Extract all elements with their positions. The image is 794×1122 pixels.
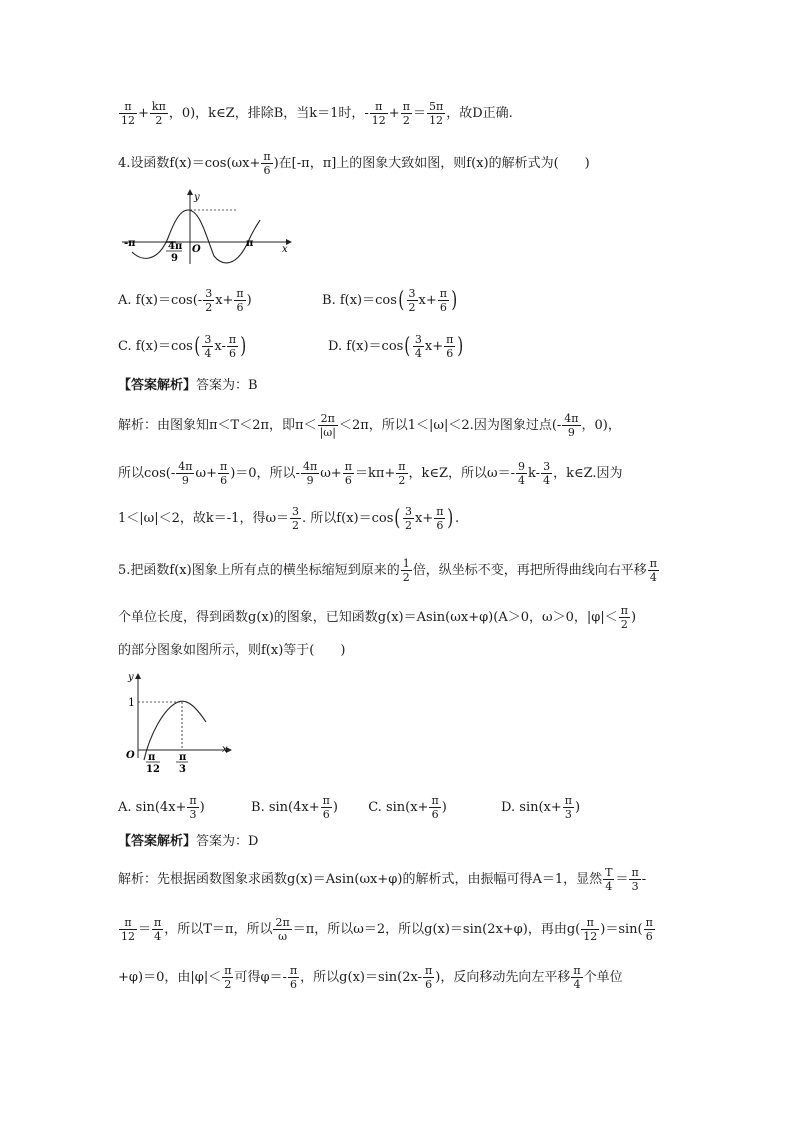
solution-continuation-line: $\frac{\pi}{12}$ + $\frac{k\pi}{2}$ ，0)，k∈Z，排除B，当k＝1时，- $\frac{\pi}{12}$ + $\frac{\pi}{2}$ ＝ $\frac{5\pi}{12}$ ，故D正确.: [121, 100, 513, 127]
tick-pi-over-12-num: π: [148, 752, 156, 763]
question-5-answer: 【答案解析】答案为：D: [118, 834, 259, 849]
option-a[interactable]: A. f(x)＝cos(- $\frac{3}{2}$ x+ $\frac{\pi}{6}$ ): [118, 287, 252, 314]
option-a[interactable]: A. sin(4x+ $\frac{\pi}{3}$ ): [118, 794, 205, 821]
tick-one: 1: [128, 696, 135, 709]
y-label: y: [194, 192, 200, 203]
fraction: $\frac{\pi}{12}$: [121, 100, 135, 127]
option-d[interactable]: D. sin(x+ $\frac{\pi}{3}$ ): [501, 794, 581, 821]
question-4-explanation-3: 1＜|ω|＜2，故k＝-1，得ω＝ $\frac{3}{2}$ . 所以f(x)＝cos( $\frac{3}{2}$ x+ $\frac{\pi}{6}$ ).: [118, 505, 460, 532]
fraction: $\frac{\pi}{2}$: [402, 100, 410, 127]
question-4-stem: 4.设函数f(x)＝cos(ωx+ $\frac{\pi}{6}$ )在[-π，π]上的图象大致如图，则f(x)的解析式为( ): [118, 150, 590, 177]
question-5-stem-2: 个单位长度，得到函数g(x)的图象，已知函数g(x)＝Asin(ωx+φ)(A＞0，ω＞0，|φ|＜ $\frac{\pi}{2}$ ): [118, 604, 637, 631]
option-b[interactable]: B. f(x)＝cos( $\frac{3}{2}$ x+ $\frac{\pi}{6}$ ): [322, 287, 458, 314]
question-5-explanation-1: 解析：先根据函数图象求函数g(x)＝Asin(ωx+φ)的解析式，由振幅可得A＝1，显然 $\frac{T}{4}$ ＝ $\frac{\pi}{3}$ -: [118, 866, 647, 893]
y-axis-arrow: [135, 673, 141, 679]
question-4-options-row-2: [118, 333, 465, 360]
fraction: $\frac{5\pi}{12}$: [428, 100, 444, 127]
x-label: x: [282, 244, 288, 255]
tick-neg-pi: -π: [124, 238, 136, 249]
question-5-stem-1: 5.把函数f(x)图象上所有点的横坐标缩短到原来的 $\frac{1}{2}$ 倍，纵坐标不变，再把所得曲线向右平移 $\frac{\pi}{4}$: [118, 557, 657, 584]
question-5-explanation-3: +φ)＝0，由|φ|＜ $\frac{\pi}{2}$ 可得φ＝- $\frac{\pi}{6}$ ，所以g(x)＝sin(2x- $\frac{\pi}{6}$ )，反向移动先向左平移 $\frac{\pi}{4}$ 个单位: [118, 964, 623, 991]
tick-pi: π: [246, 238, 254, 249]
option-c[interactable]: C. f(x)＝cos( $\frac{3}{4}$ x- $\frac{\pi}{6}$ ): [118, 333, 247, 360]
fraction: $\frac{\pi}{12}$: [371, 100, 386, 127]
option-b[interactable]: B. sin(4x+ $\frac{\pi}{6}$ ): [251, 794, 338, 821]
tick-pi-over-3-num: π: [179, 752, 187, 763]
tick-pi-over-3-den: 3: [179, 764, 186, 775]
question-5-options: [118, 794, 580, 821]
fraction: $\frac{k\pi}{2}$: [151, 100, 166, 127]
fraction: $\frac{\pi}{6}$: [263, 150, 271, 177]
y-label: y: [128, 672, 134, 683]
tick-4pi-over-9-num: 4π: [168, 241, 183, 252]
x-label: x: [222, 744, 228, 755]
origin-label: O: [126, 750, 135, 761]
question-5-stem-3: 的部分图象如图所示，则f(x)等于( ): [118, 643, 346, 658]
question-4-explanation-2: 所以cos(- $\frac{4\pi}{9}$ ω+ $\frac{\pi}{6}$ )＝0，所以- $\frac{4\pi}{9}$ ω+ $\frac{\pi}{6}$ ＝kπ+ $\frac{\pi}{2}$ ，k∈Z，所以ω＝- $\frac{9}{4}$ k- $\frac{3}{4}$ ，k∈Z.因为: [118, 460, 623, 487]
tick-4pi-over-9-den: 9: [171, 253, 178, 264]
question-4-explanation-1: 解析：由图象知π＜T＜2π，即π＜ $\frac{2\pi}{|\omega|}$ ＜2π，所以1＜|ω|＜2.因为图象过点(- $\frac{4\pi}{9}$ ，0)，: [118, 412, 621, 439]
question-5-graph: [118, 668, 238, 778]
question-5-explanation-2: $\frac{\pi}{12}$ ＝ $\frac{\pi}{4}$ ，所以T＝π，所以 $\frac{2\pi}{\omega}$ ＝π，所以ω＝2，所以g(x)＝sin(2x+φ)，再由g( $\frac{\pi}{12}$ )＝sin( $\frac{\pi}{6}$: [121, 916, 653, 943]
question-4-options-row-1: [118, 287, 459, 314]
question-4-graph: [118, 186, 293, 268]
origin-label: O: [192, 244, 201, 255]
y-axis-arrow: [187, 189, 193, 195]
option-c[interactable]: C. sin(x+ $\frac{\pi}{6}$ ): [368, 794, 447, 821]
question-4-answer: 【答案解析】答案为：B: [118, 378, 258, 393]
tick-pi-over-12-den: 12: [146, 764, 160, 775]
option-d[interactable]: D. f(x)＝cos( $\frac{3}{4}$ x+ $\frac{\pi}{6}$ ): [328, 333, 464, 360]
